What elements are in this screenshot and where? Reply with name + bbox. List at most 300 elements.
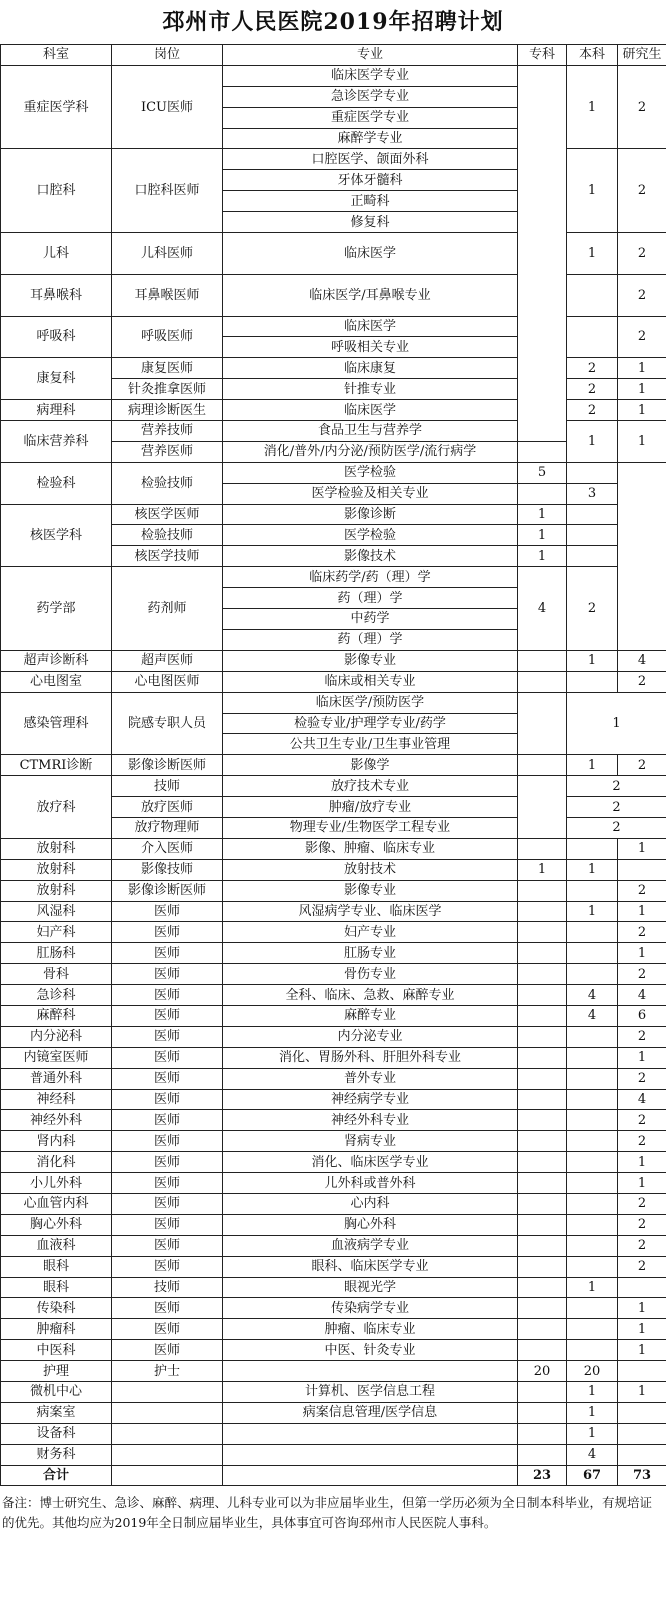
department-cell: 微机中心 xyxy=(1,1382,112,1403)
position-cell: 医师 xyxy=(112,922,223,943)
position-cell: 影像诊断医师 xyxy=(112,880,223,901)
department-cell: 财务科 xyxy=(1,1444,112,1465)
table-row xyxy=(1,1193,666,1214)
department-cell: 放射科 xyxy=(1,838,112,859)
column-header: 专业 xyxy=(223,45,518,66)
table-row xyxy=(1,567,666,588)
bachelor-count-cell xyxy=(567,1068,618,1089)
position-cell: 康复医师 xyxy=(112,358,223,379)
department-cell: 儿科 xyxy=(1,233,112,275)
department-cell: 感染管理科 xyxy=(1,692,112,755)
table-row xyxy=(1,1298,666,1319)
table-row xyxy=(1,1214,666,1235)
position-cell: 检验技师 xyxy=(112,525,223,546)
department-cell: 合计 xyxy=(1,1465,112,1486)
graduate-count-cell: 1 xyxy=(618,358,666,379)
associate-count-cell xyxy=(518,1131,567,1152)
department-cell: 中医科 xyxy=(1,1340,112,1361)
major-cell: 医学检验及相关专业 xyxy=(223,483,518,504)
graduate-count-cell: 2 xyxy=(618,1214,666,1235)
associate-count-cell xyxy=(518,1340,567,1361)
graduate-count-cell xyxy=(618,1444,666,1465)
table-row xyxy=(1,1382,666,1403)
table-row xyxy=(1,859,666,880)
department-cell: 肾内科 xyxy=(1,1131,112,1152)
associate-count-cell xyxy=(518,65,567,441)
major-cell xyxy=(223,1423,518,1444)
position-cell xyxy=(112,1382,223,1403)
bachelor-count-cell xyxy=(567,1173,618,1194)
bachelor-graduate-count-cell: 2 xyxy=(567,817,666,838)
table-row xyxy=(1,901,666,922)
department-cell: 胸心外科 xyxy=(1,1214,112,1235)
department-cell: 骨科 xyxy=(1,964,112,985)
graduate-count-cell: 1 xyxy=(618,1298,666,1319)
position-cell: 检验技师 xyxy=(112,462,223,504)
major-cell: 临床医学 xyxy=(223,316,518,337)
major-cell: 呼吸相关专业 xyxy=(223,337,518,358)
bachelor-count-cell xyxy=(567,1047,618,1068)
bachelor-count-cell: 1 xyxy=(567,1402,618,1423)
associate-count-cell xyxy=(518,1026,567,1047)
major-cell: 眼科、临床医学专业 xyxy=(223,1256,518,1277)
graduate-count-cell: 1 xyxy=(618,943,666,964)
table-row xyxy=(1,149,666,170)
position-cell: 技师 xyxy=(112,1277,223,1298)
bachelor-count-cell: 2 xyxy=(567,400,618,421)
position-cell: 医师 xyxy=(112,1214,223,1235)
bachelor-count-cell xyxy=(567,1026,618,1047)
bachelor-count-cell xyxy=(567,1256,618,1277)
department-cell: 口腔科 xyxy=(1,149,112,233)
associate-count-cell xyxy=(518,1110,567,1131)
table-row xyxy=(1,274,666,295)
department-cell: 肛肠科 xyxy=(1,943,112,964)
bachelor-count-cell: 20 xyxy=(567,1361,618,1382)
table-row xyxy=(1,1423,666,1444)
major-cell: 检验专业/护理学专业/药学 xyxy=(223,713,518,734)
department-cell: CTMRI诊断 xyxy=(1,755,112,776)
bachelor-count-cell xyxy=(567,671,618,692)
department-cell: 麻醉科 xyxy=(1,1005,112,1026)
graduate-count-cell: 1 xyxy=(618,1047,666,1068)
department-cell: 放射科 xyxy=(1,859,112,880)
graduate-count-cell: 2 xyxy=(618,1026,666,1047)
graduate-count-cell: 1 xyxy=(618,421,666,463)
graduate-count-cell: 2 xyxy=(618,922,666,943)
bachelor-count-cell: 1 xyxy=(567,1382,618,1403)
graduate-count-cell: 2 xyxy=(618,1193,666,1214)
bachelor-count-cell: 1 xyxy=(567,859,618,880)
department-cell: 传染科 xyxy=(1,1298,112,1319)
graduate-count-cell: 2 xyxy=(618,1131,666,1152)
associate-count-cell xyxy=(518,922,567,943)
major-cell xyxy=(223,1361,518,1382)
position-cell: 介入医师 xyxy=(112,838,223,859)
graduate-count-cell: 3 xyxy=(567,483,618,504)
major-cell: 临床医学 xyxy=(223,233,518,275)
department-cell: 神经科 xyxy=(1,1089,112,1110)
graduate-count-cell: 1 xyxy=(618,1173,666,1194)
associate-count-cell xyxy=(518,985,567,1006)
department-cell: 临床营养科 xyxy=(1,421,112,463)
page-title: 邳州市人民医院2019年招聘计划 xyxy=(162,9,504,35)
column-header: 科室 xyxy=(1,45,112,66)
table-row xyxy=(1,880,666,901)
major-cell: 病案信息管理/医学信息 xyxy=(223,1402,518,1423)
associate-count-cell xyxy=(518,1423,567,1444)
major-cell: 肛肠专业 xyxy=(223,943,518,964)
bachelor-count-cell xyxy=(567,1193,618,1214)
department-cell: 心血管内科 xyxy=(1,1193,112,1214)
bachelor-count-cell: 1 xyxy=(567,1277,618,1298)
department-cell: 药学部 xyxy=(1,567,112,651)
major-cell: 眼视光学 xyxy=(223,1277,518,1298)
graduate-count-cell: 2 xyxy=(618,65,666,149)
position-cell: 心电图医师 xyxy=(112,671,223,692)
table-row xyxy=(1,65,666,86)
position-cell: 超声医师 xyxy=(112,650,223,671)
column-header: 岗位 xyxy=(112,45,223,66)
graduate-count-cell: 2 xyxy=(618,1235,666,1256)
graduate-count-cell xyxy=(618,1361,666,1382)
graduate-count-cell xyxy=(618,1423,666,1444)
bachelor-count-cell xyxy=(567,922,618,943)
graduate-count-cell xyxy=(567,525,618,546)
department-cell: 妇产科 xyxy=(1,922,112,943)
graduate-count-cell: 4 xyxy=(618,985,666,1006)
associate-count-cell xyxy=(518,1005,567,1026)
major-cell: 影像诊断 xyxy=(223,504,518,525)
position-cell: 医师 xyxy=(112,1193,223,1214)
major-cell: 消化、胃肠外科、肝胆外科专业 xyxy=(223,1047,518,1068)
footnote: 备注：博士研究生、急诊、麻醉、病理、儿科专业可以为非应届毕业生，但第一学历必须为全日制本科毕业，有规培证的优先。其他均应为2019年全日制应届毕业生，具体事宜可咨询邳州市人民医院人事科。 xyxy=(2,1495,653,1530)
bachelor-count-cell: 5 xyxy=(518,462,567,483)
position-cell: 核医学医师 xyxy=(112,504,223,525)
bachelor-count-cell xyxy=(567,838,618,859)
table-row xyxy=(1,1068,666,1089)
position-cell: 影像诊断医师 xyxy=(112,755,223,776)
associate-count-cell xyxy=(518,964,567,985)
major-cell: 影像专业 xyxy=(223,650,518,671)
department-cell: 重症医学科 xyxy=(1,65,112,149)
table-row xyxy=(1,650,666,671)
bachelor-count-cell xyxy=(567,1110,618,1131)
bachelor-count-cell: 1 xyxy=(518,504,567,525)
table-row xyxy=(1,671,666,692)
department-cell: 心电图室 xyxy=(1,671,112,692)
major-cell: 骨伤专业 xyxy=(223,964,518,985)
major-cell: 放射技术 xyxy=(223,859,518,880)
major-cell: 临床药学/药（理）学 xyxy=(223,567,518,588)
recruitment-table xyxy=(0,44,666,1486)
position-cell: 医师 xyxy=(112,1319,223,1340)
table-row xyxy=(1,1402,666,1423)
major-cell: 临床或相关专业 xyxy=(223,671,518,692)
associate-count-cell xyxy=(518,1235,567,1256)
bachelor-count-cell xyxy=(567,880,618,901)
major-cell: 临床医学专业 xyxy=(223,65,518,86)
graduate-count-cell: 2 xyxy=(567,567,618,651)
bachelor-count-cell xyxy=(567,1214,618,1235)
bachelor-count-cell: 1 xyxy=(518,525,567,546)
position-cell: 院感专职人员 xyxy=(112,692,223,755)
graduate-count-cell: 1 xyxy=(618,1152,666,1173)
table-row xyxy=(1,1089,666,1110)
graduate-count-cell xyxy=(567,462,618,483)
department-cell: 小儿外科 xyxy=(1,1173,112,1194)
major-cell: 公共卫生专业/卫生事业管理 xyxy=(223,734,518,755)
major-cell: 肿瘤/放疗专业 xyxy=(223,797,518,818)
major-cell: 临床医学/预防医学 xyxy=(223,692,518,713)
position-cell: 耳鼻喉医师 xyxy=(112,274,223,316)
graduate-count-cell xyxy=(567,504,618,525)
graduate-count-cell: 1 xyxy=(618,838,666,859)
bachelor-count-cell xyxy=(567,1298,618,1319)
position-cell: 医师 xyxy=(112,1110,223,1131)
position-cell: 营养技师 xyxy=(112,421,223,442)
column-header: 研究生 xyxy=(618,45,666,66)
associate-count-cell xyxy=(518,692,567,755)
position-cell: 医师 xyxy=(112,985,223,1006)
major-cell: 重症医学专业 xyxy=(223,107,518,128)
associate-count-cell xyxy=(518,838,567,859)
associate-count-cell xyxy=(518,1256,567,1277)
position-cell: 病理诊断医生 xyxy=(112,400,223,421)
bachelor-count-cell xyxy=(567,1235,618,1256)
bachelor-count-cell: 1 xyxy=(567,233,618,275)
table-row xyxy=(1,316,666,337)
graduate-count-cell: 1 xyxy=(618,1340,666,1361)
table-row xyxy=(1,1173,666,1194)
department-cell: 呼吸科 xyxy=(1,316,112,358)
bachelor-count-cell xyxy=(567,1319,618,1340)
major-cell: 消化/普外/内分泌/预防医学/流行病学 xyxy=(223,441,518,462)
major-cell: 影像、肿瘤、临床专业 xyxy=(223,838,518,859)
table-header-row xyxy=(1,45,666,66)
table-row xyxy=(1,504,666,525)
department-cell: 耳鼻喉科 xyxy=(1,274,112,316)
graduate-count-cell: 2 xyxy=(618,316,666,358)
table-row xyxy=(1,1131,666,1152)
table-row xyxy=(1,1465,666,1486)
bachelor-count-cell: 1 xyxy=(567,65,618,149)
bachelor-count-cell xyxy=(567,274,618,316)
position-cell: 口腔科医师 xyxy=(112,149,223,233)
position-cell: 医师 xyxy=(112,1235,223,1256)
department-cell: 消化科 xyxy=(1,1152,112,1173)
table-row xyxy=(1,1152,666,1173)
major-cell: 消化、临床医学专业 xyxy=(223,1152,518,1173)
department-cell: 风湿科 xyxy=(1,901,112,922)
graduate-count-cell xyxy=(618,1277,666,1298)
graduate-count-cell: 2 xyxy=(618,1256,666,1277)
bachelor-graduate-count-cell: 2 xyxy=(567,797,666,818)
bachelor-count-cell xyxy=(567,964,618,985)
major-cell: 肿瘤、临床专业 xyxy=(223,1319,518,1340)
position-cell: 核医学技师 xyxy=(112,546,223,567)
graduate-count-cell: 2 xyxy=(618,671,666,692)
major-cell: 妇产专业 xyxy=(223,922,518,943)
major-cell xyxy=(223,1465,518,1486)
major-cell: 麻醉专业 xyxy=(223,1005,518,1026)
major-cell: 急诊医学专业 xyxy=(223,86,518,107)
graduate-count-cell: 1 xyxy=(618,379,666,400)
graduate-count-cell: 2 xyxy=(618,755,666,776)
bachelor-count-cell: 67 xyxy=(567,1465,618,1486)
table-row xyxy=(1,964,666,985)
major-cell: 麻醉学专业 xyxy=(223,128,518,149)
associate-count-cell xyxy=(518,1382,567,1403)
table-row xyxy=(1,1361,666,1382)
bachelor-count-cell: 1 xyxy=(518,546,567,567)
major-cell: 神经病学专业 xyxy=(223,1089,518,1110)
table-row xyxy=(1,1340,666,1361)
major-cell: 内分泌专业 xyxy=(223,1026,518,1047)
department-cell: 血液科 xyxy=(1,1235,112,1256)
department-cell: 内分泌科 xyxy=(1,1026,112,1047)
graduate-count-cell: 2 xyxy=(618,233,666,275)
graduate-count-cell: 2 xyxy=(618,274,666,316)
associate-count-cell xyxy=(518,1444,567,1465)
major-cell: 神经外科专业 xyxy=(223,1110,518,1131)
major-cell: 中药学 xyxy=(223,609,518,630)
associate-count-cell xyxy=(518,901,567,922)
department-cell: 核医学科 xyxy=(1,504,112,567)
table-row xyxy=(1,421,666,442)
position-cell: 护士 xyxy=(112,1361,223,1382)
bachelor-count-cell: 1 xyxy=(567,149,618,233)
associate-count-cell xyxy=(518,755,567,776)
bachelor-count-cell: 1 xyxy=(567,650,618,671)
major-cell xyxy=(223,1444,518,1465)
major-cell: 影像专业 xyxy=(223,880,518,901)
department-cell: 急诊科 xyxy=(1,985,112,1006)
graduate-count-cell xyxy=(618,859,666,880)
associate-count-cell xyxy=(518,943,567,964)
position-cell xyxy=(112,1402,223,1423)
major-cell: 临床康复 xyxy=(223,358,518,379)
position-cell: 放疗医师 xyxy=(112,797,223,818)
major-cell: 儿外科或普外科 xyxy=(223,1173,518,1194)
position-cell: 影像技师 xyxy=(112,859,223,880)
position-cell: 医师 xyxy=(112,1005,223,1026)
position-cell: 医师 xyxy=(112,1256,223,1277)
position-cell: 针灸推拿医师 xyxy=(112,379,223,400)
bachelor-count-cell xyxy=(567,943,618,964)
graduate-count-cell: 2 xyxy=(618,880,666,901)
major-cell: 传染病学专业 xyxy=(223,1298,518,1319)
major-cell: 影像技术 xyxy=(223,546,518,567)
graduate-count-cell: 1 xyxy=(618,400,666,421)
position-cell: 医师 xyxy=(112,964,223,985)
major-cell: 中医、针灸专业 xyxy=(223,1340,518,1361)
bachelor-count-cell xyxy=(567,1152,618,1173)
department-cell: 普通外科 xyxy=(1,1068,112,1089)
table-row xyxy=(1,838,666,859)
major-cell: 医学检验 xyxy=(223,462,518,483)
graduate-count-cell: 2 xyxy=(618,964,666,985)
bachelor-count-cell xyxy=(567,1131,618,1152)
bachelor-count-cell: 1 xyxy=(567,421,618,463)
position-cell: 医师 xyxy=(112,1047,223,1068)
major-cell: 修复科 xyxy=(223,212,518,233)
bachelor-count-cell: 4 xyxy=(567,1005,618,1026)
position-cell: 营养医师 xyxy=(112,441,223,462)
department-cell: 设备科 xyxy=(1,1423,112,1444)
position-cell xyxy=(112,1465,223,1486)
major-cell: 物理专业/生物医学工程专业 xyxy=(223,817,518,838)
column-header: 本科 xyxy=(567,45,618,66)
major-cell: 计算机、医学信息工程 xyxy=(223,1382,518,1403)
department-cell: 护理 xyxy=(1,1361,112,1382)
major-cell: 针推专业 xyxy=(223,379,518,400)
associate-count-cell: 23 xyxy=(518,1465,567,1486)
associate-count-cell xyxy=(518,1319,567,1340)
department-cell: 病理科 xyxy=(1,400,112,421)
associate-count-cell xyxy=(518,1047,567,1068)
graduate-count-cell: 4 xyxy=(618,650,666,671)
bachelor-count-cell: 1 xyxy=(567,755,618,776)
associate-count-cell xyxy=(518,1068,567,1089)
major-cell: 医学检验 xyxy=(223,525,518,546)
bachelor-count-cell xyxy=(567,316,618,358)
position-cell: 医师 xyxy=(112,1298,223,1319)
table-row xyxy=(1,776,666,797)
table-row xyxy=(1,400,666,421)
graduate-count-cell xyxy=(567,546,618,567)
graduate-count-cell: 1 xyxy=(618,901,666,922)
major-cell: 放疗技术专业 xyxy=(223,776,518,797)
table-row xyxy=(1,1005,666,1026)
graduate-count-cell: 73 xyxy=(618,1465,666,1486)
associate-count-cell xyxy=(518,1152,567,1173)
table-row xyxy=(1,985,666,1006)
table-row xyxy=(1,943,666,964)
associate-count-cell xyxy=(518,1173,567,1194)
bachelor-count-cell: 1 xyxy=(567,1423,618,1444)
table-row xyxy=(1,233,666,254)
bachelor-count-cell xyxy=(518,483,567,504)
bachelor-count-cell xyxy=(567,1340,618,1361)
major-cell: 正畸科 xyxy=(223,191,518,212)
associate-count-cell xyxy=(518,1089,567,1110)
position-cell: 医师 xyxy=(112,1026,223,1047)
table-row xyxy=(1,1235,666,1256)
bachelor-count-cell: 4 xyxy=(518,567,567,651)
department-cell: 超声诊断科 xyxy=(1,650,112,671)
position-cell: 医师 xyxy=(112,901,223,922)
department-cell: 内镜室医师 xyxy=(1,1047,112,1068)
department-cell: 康复科 xyxy=(1,358,112,400)
bachelor-count-cell xyxy=(567,1089,618,1110)
major-cell: 食品卫生与营养学 xyxy=(223,421,518,442)
associate-count-cell xyxy=(518,880,567,901)
table-row xyxy=(1,358,666,379)
department-cell: 神经外科 xyxy=(1,1110,112,1131)
associate-count-cell xyxy=(518,650,567,671)
department-cell: 眼科 xyxy=(1,1277,112,1298)
bachelor-count-cell: 2 xyxy=(567,358,618,379)
position-cell: 医师 xyxy=(112,1173,223,1194)
associate-count-cell xyxy=(518,776,567,839)
position-cell xyxy=(112,1423,223,1444)
associate-count-cell xyxy=(518,671,567,692)
position-cell: 医师 xyxy=(112,1340,223,1361)
major-cell: 牙体牙髓科 xyxy=(223,170,518,191)
position-cell: 医师 xyxy=(112,1152,223,1173)
graduate-count-cell: 1 xyxy=(618,1382,666,1403)
